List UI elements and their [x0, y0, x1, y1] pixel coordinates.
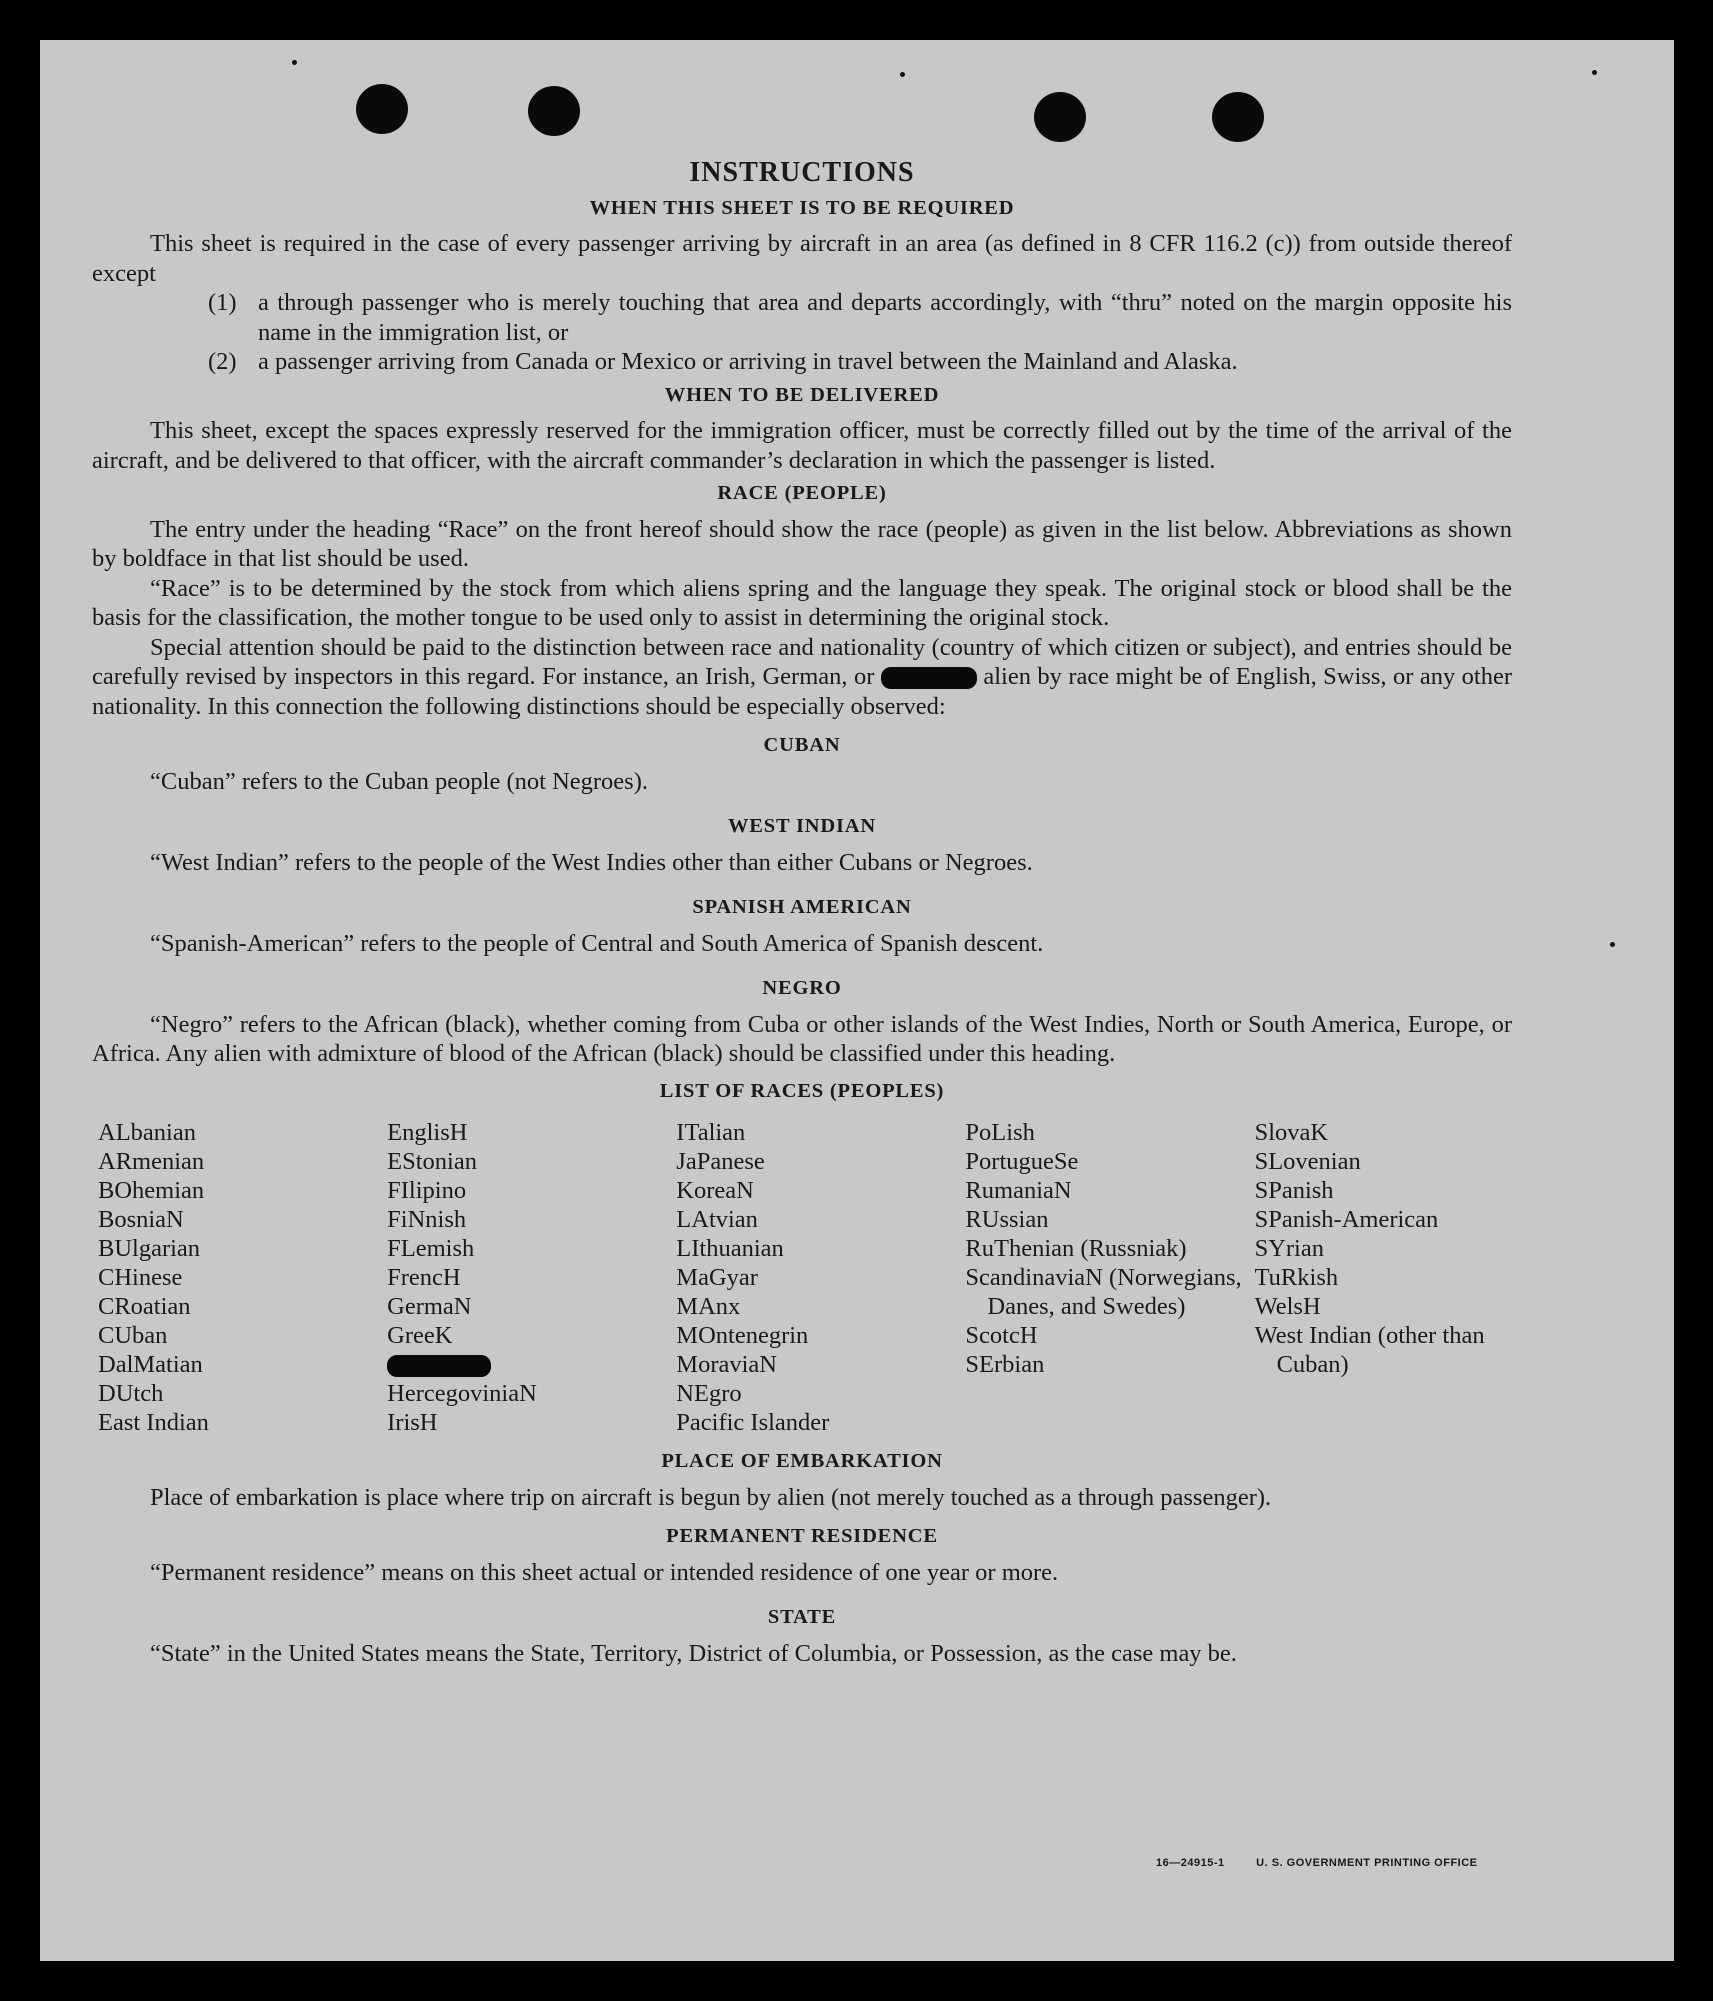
paragraph-residence: “Permanent residence” means on this sheet actual or intended residence of one year or more.	[150, 1558, 1059, 1586]
race-entry: MAnx	[676, 1293, 741, 1320]
race-entry: FiNnish	[387, 1206, 467, 1233]
form-number: 16—24915-1	[1156, 1857, 1225, 1869]
race-entry: IrisH	[387, 1409, 438, 1436]
paragraph-west-indian: “West Indian” refers to the people of the West Indies other than either Cubans or Negroes.	[150, 848, 1033, 876]
race-entry: TuRkish	[1254, 1264, 1339, 1291]
race-column	[98, 1118, 387, 1437]
race-entry: DalMatian	[98, 1351, 203, 1378]
race-entry: EnglisH	[387, 1119, 468, 1146]
race-column	[1255, 1118, 1512, 1437]
race-entry: HercegoviniaN	[387, 1380, 537, 1407]
race-entry: SPanish-American	[1254, 1206, 1439, 1233]
section-heading-spanish-american: SPANISH AMERICAN	[692, 896, 912, 918]
item-number: (2)	[208, 348, 237, 375]
race-entry: FrencH	[387, 1264, 461, 1291]
section-heading-west-indian: WEST INDIAN	[728, 815, 876, 837]
race-entry: PoLish	[965, 1119, 1035, 1146]
race-list	[98, 1118, 1512, 1437]
item-text: a passenger arriving from Canada or Mexico or arriving in travel between the Mainland and Alaska.	[258, 348, 1238, 375]
binder-hole	[356, 84, 408, 134]
section-heading-state: STATE	[767, 1606, 837, 1628]
paragraph-race-3	[92, 633, 1512, 722]
race-entry: ITalian	[676, 1119, 746, 1146]
race-entry: CUban	[98, 1322, 168, 1349]
race-entry: MaGyar	[676, 1264, 758, 1291]
race-entry: ScandinaviaN (Norwegians, Danes, and Swedes)	[965, 1264, 1242, 1320]
race-text-before: Special attention should be paid to the distinction between race and nationality (country of which citizen or subject), and entries should be carefully revised by inspectors in this regard. For instance, an Irish, German, or	[92, 633, 1512, 690]
race-entry: PortugueSe	[965, 1148, 1079, 1175]
paragraph-state: “State” in the United States means the State, Territory, District of Columbia, or Possession, as the case may be.	[150, 1639, 1237, 1667]
race-entry: SlovaK	[1254, 1119, 1329, 1146]
section-heading-delivered: WHEN TO BE DELIVERED	[664, 383, 940, 406]
item-text: a through passenger who is merely touching that area and departs accordingly, with “thru” noted on the margin opposite his name in the immigration list, or	[258, 289, 1512, 346]
section-heading-race: RACE (PEOPLE)	[717, 482, 887, 504]
race-entry: SLovenian	[1254, 1148, 1361, 1175]
race-entry: East Indian	[98, 1409, 209, 1436]
race-entry-redacted	[387, 1350, 676, 1379]
race-entry: ScotcH	[965, 1322, 1038, 1349]
race-entry: GermaN	[387, 1293, 472, 1320]
section-heading-required: WHEN THIS SHEET IS TO BE REQUIRED	[589, 196, 1015, 219]
paragraph-spanish-american: “Spanish-American” refers to the people of Central and South America of Spanish descent.	[150, 929, 1044, 957]
race-entry: SYrian	[1254, 1235, 1324, 1262]
race-entry: BUlgarian	[98, 1235, 201, 1262]
list-item	[92, 288, 1512, 347]
race-entry: BosniaN	[98, 1206, 184, 1233]
form-footer	[1156, 1857, 1478, 1869]
paragraph-race-1: The entry under the heading “Race” on the front hereof should show the race (people) as given in the list below. Abbreviations as shown by boldface in that list should be used.	[92, 515, 1512, 572]
printer-credit: U. S. GOVERNMENT PRINTING OFFICE	[1256, 1857, 1478, 1869]
race-entry: MoraviaN	[676, 1351, 777, 1378]
section-heading-cuban: CUBAN	[763, 734, 841, 756]
section-heading-embarkation: PLACE OF EMBARKATION	[661, 1450, 943, 1472]
paragraph-race-2: “Race” is to be determined by the stock from which aliens spring and the language they speak. The original stock or blood shall be the basis for the classification, the mother tongue to be used only to assist in determining the original stock.	[92, 574, 1512, 631]
dust-speck	[292, 60, 297, 65]
paragraph-embarkation: Place of embarkation is place where trip on aircraft is begun by alien (not merely touched as a through passenger).	[150, 1483, 1272, 1511]
redaction-mark	[387, 1355, 491, 1377]
race-entry: CRoatian	[98, 1293, 191, 1320]
race-entry: LIthuanian	[676, 1235, 784, 1262]
redaction-mark	[881, 667, 977, 689]
race-entry: KoreaN	[676, 1177, 754, 1204]
race-entry: LAtvian	[676, 1206, 758, 1233]
race-entry: BOhemian	[98, 1177, 205, 1204]
race-entry: FIlipino	[387, 1177, 467, 1204]
race-entry: MOntenegrin	[676, 1322, 809, 1349]
race-entry: JaPanese	[676, 1148, 765, 1175]
paragraph-delivered: This sheet, except the spaces expressly reserved for the immigration officer, must be correctly filled out by the time of the arrival of the aircraft, and be delivered to that officer, with the aircraft commander’s declaration in which the passenger is listed.	[92, 417, 1512, 474]
race-entry: SErbian	[965, 1351, 1045, 1378]
binder-hole	[1034, 92, 1086, 142]
paragraph-required: This sheet is required in the case of every passenger arriving by aircraft in an area (as defined in 8 CFR 116.2 (c)) from outside thereof except	[92, 230, 1512, 287]
paragraph-negro: “Negro” refers to the African (black), whether coming from Cuba or other islands of the West Indies, North or South America, Europe, or Africa. Any alien with admixture of blood of the African (black) should be classified under this heading.	[92, 1010, 1512, 1067]
section-heading-negro: NEGRO	[762, 977, 842, 999]
section-heading-residence: PERMANENT RESIDENCE	[666, 1525, 938, 1547]
race-entry: FLemish	[387, 1235, 475, 1262]
race-entry: NEgro	[676, 1380, 742, 1407]
race-entry: WelsH	[1254, 1293, 1321, 1320]
race-column	[965, 1118, 1254, 1437]
race-entry: RUssian	[965, 1206, 1049, 1233]
binder-hole	[1212, 92, 1264, 142]
item-number: (1)	[208, 289, 237, 316]
race-entry: RuThenian (Russniak)	[965, 1235, 1187, 1262]
list-item	[92, 347, 1512, 377]
dust-speck	[900, 72, 905, 77]
dust-speck	[1610, 942, 1615, 947]
race-entry: RumaniaN	[965, 1177, 1072, 1204]
race-entry: GreeK	[387, 1322, 453, 1349]
race-entry: ALbanian	[98, 1119, 196, 1146]
dust-speck	[1592, 70, 1597, 75]
race-column	[676, 1118, 965, 1437]
race-entry: ARmenian	[98, 1148, 205, 1175]
race-column	[387, 1118, 676, 1437]
race-entry: SPanish	[1254, 1177, 1334, 1204]
page-title: INSTRUCTIONS	[689, 157, 915, 188]
binder-hole	[528, 86, 580, 136]
section-heading-list: LIST OF RACES (PEOPLES)	[659, 1079, 945, 1102]
race-text-after: alien by race might be of English, Swiss, or any other nationality. In this connection the following distinctions should be especially observed:	[92, 663, 1512, 720]
race-entry: DUtch	[98, 1380, 164, 1407]
instructions-content	[92, 158, 1512, 1668]
paragraph-cuban: “Cuban” refers to the Cuban people (not Negroes).	[150, 767, 648, 795]
race-entry: West Indian (other than Cuban)	[1254, 1322, 1485, 1378]
race-entry: Pacific Islander	[676, 1409, 830, 1436]
race-entry: CHinese	[98, 1264, 183, 1291]
race-entry: EStonian	[387, 1148, 477, 1175]
